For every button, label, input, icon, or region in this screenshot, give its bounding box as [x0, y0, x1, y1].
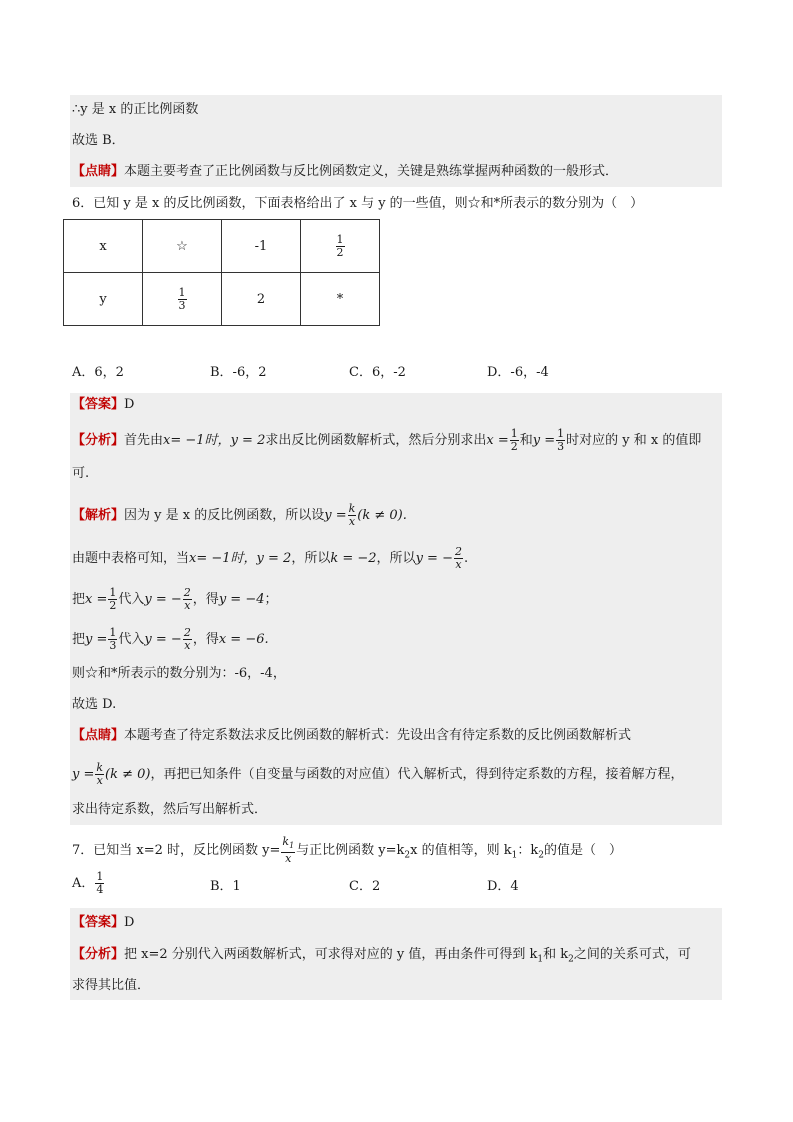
q7-answer	[72, 913, 134, 933]
stem-text: 7．已知当 x=2 时，反比例函数 y=	[72, 843, 281, 859]
frac-num: 1	[96, 870, 104, 883]
solution-text: ，得	[192, 632, 219, 647]
analysis-text: 把 x=2 分别代入两函数解析式，可求得对应的 y 值，再由条件可得到 k	[124, 947, 538, 962]
comment-text: ，再把已知条件（自变量与函数的对应值）代入解析式，得到待定系数的方程，接着解方程，	[150, 767, 684, 782]
table-cell: *	[301, 273, 380, 326]
q6-solution-2: 由题中表格可知，当x= −1时，y = 2，所以k = −2，所以y = − $\frac{2}{x}$ .	[72, 545, 469, 571]
solution-text: 代入	[118, 632, 145, 647]
analysis-tag: 【分析】	[72, 947, 125, 962]
q6-solution-5: 则☆和*所表示的数分别为：-6，-4，	[72, 666, 286, 681]
q7-analysis-1: 【分析】把 x=2 分别代入两函数解析式，可求得对应的 y 值，再由条件可得到 $k_1$和 $k_2$之间的关系可式，可	[72, 947, 691, 965]
answer-tag: 【答案】	[72, 397, 125, 412]
q6-comment-1	[72, 726, 631, 746]
solution-text: 代入	[118, 592, 145, 607]
q6-stem: 6．已知 y 是 x 的反比例函数，下面表格给出了 x 与 y 的一些值，则☆和*所表示的数分别为（ ）	[72, 196, 644, 211]
solution-text: 把	[72, 592, 86, 607]
prev-conclusion: ∴y 是 x 的正比例函数	[72, 102, 199, 117]
analysis-text: 和	[519, 433, 533, 448]
comment-text: 本题主要考查了正比例函数与反比例函数定义，关键是熟练掌握两种函数的一般形式．	[124, 164, 619, 179]
table-cell: y	[64, 273, 143, 326]
option-a: A．6，2	[72, 365, 124, 380]
math-expr: y = 2	[230, 433, 266, 448]
solution-text: ，得	[192, 592, 219, 607]
q7-stem: 7．已知当 x=2 时，反比例函数 y= $\frac{k_1}{x}$ 与正比例函数 $y=k_2x$ 的值相等，则 $k_1$：$k_2$的值是（ ）	[72, 835, 623, 866]
option-b: B．-6，2	[210, 365, 267, 380]
analysis-text: 求出反比例函数解析式，然后分别求出	[265, 433, 487, 448]
option-d: D．4	[487, 879, 519, 894]
solution-text: ，所以	[376, 551, 416, 566]
comment-tag: 【点睛】	[72, 728, 125, 743]
answer-value: D	[124, 397, 135, 412]
q6-answer	[72, 395, 134, 415]
answer-value: D	[124, 915, 135, 930]
math-expr: y = 2	[256, 551, 292, 566]
stem-text: 的值是（ ）	[544, 843, 623, 859]
prev-comment	[72, 162, 618, 182]
table-cell: 2	[222, 273, 301, 326]
frac-den: 2	[336, 245, 344, 259]
solution-tag: 【解析】	[72, 508, 125, 523]
stem-text: 与正比例函数 y=k	[296, 843, 405, 859]
table-cell: -1	[222, 220, 301, 273]
stem-text: x 的值相等，则 k	[410, 843, 512, 859]
solution-text: ；	[264, 592, 278, 607]
math-expr: y = −4	[218, 592, 265, 607]
prev-choose: 故选 B．	[72, 133, 125, 148]
analysis-text: 首先由	[124, 433, 164, 448]
q6-analysis-cont: 可.	[72, 466, 90, 481]
analysis-tag: 【分析】	[72, 433, 125, 448]
solution-text: 因为 y 是 x 的反比例函数，所以设	[124, 508, 325, 523]
table-row-y	[64, 273, 380, 326]
frac-den: 3	[178, 298, 186, 312]
frac-num: 1	[178, 285, 186, 299]
table-cell-fraction	[301, 220, 380, 273]
analysis-text: 时对应的 y 和 x 的值即	[566, 433, 702, 448]
q6-solution-3: 把x = $\frac{1}{2}$ 代入y = − $\frac{2}{x}$ ，得y = −4；	[72, 586, 278, 612]
q6-solution-1: 【解析】因为 y 是 x 的反比例函数，所以设y = $\frac{k}{x}$ (k ≠ 0).	[72, 502, 407, 528]
frac-den: 4	[96, 883, 104, 896]
q6-solution-6: 故选 D.	[72, 697, 117, 712]
table-cell-fraction	[143, 273, 222, 326]
solution-text: 把	[72, 632, 86, 647]
comment-tag: 【点睛】	[72, 164, 125, 179]
analysis-text: 和 k	[543, 947, 569, 962]
math-expr: x= −1时，	[163, 433, 231, 448]
comment-text: 本题考查了待定系数法求反比例函数的解析式：先设出含有待定系数的反比例函数解析式	[124, 728, 632, 743]
stem-text: ：k	[517, 843, 539, 859]
q6-analysis: 【分析】首先由x= −1时，y = 2求出反比例函数解析式，然后分别求出x = $\frac{1}{2}$ 和y = $\frac{1}{3}$ 时对应的 y 和 x 的值即	[72, 427, 702, 453]
table-cell: ☆	[143, 220, 222, 273]
option-c: C．6，-2	[349, 365, 406, 380]
math-expr: k = −2	[330, 551, 377, 566]
solution-text: 由题中表格可知，当	[72, 551, 190, 566]
q6-comment-2: y = $\frac{k}{x}$ (k ≠ 0)，再把已知条件（自变量与函数的对应值）代入解析式，得到待定系数的方程，接着解方程，	[72, 761, 684, 787]
option-a: A． $\frac{1}{4}$	[72, 870, 104, 896]
option-b: B．1	[210, 879, 241, 894]
option-d: D．-6，-4	[487, 365, 549, 380]
table-cell: x	[64, 220, 143, 273]
analysis-text: 之间的关系可式，可	[573, 947, 691, 962]
q6-value-table	[63, 219, 380, 326]
table-row-x	[64, 220, 380, 273]
q6-comment-3: 求出待定系数，然后写出解析式．	[72, 802, 268, 817]
frac-num: 1	[336, 232, 344, 246]
math-expr: x= −1时，	[189, 551, 257, 566]
math-expr: x = −6.	[218, 632, 269, 647]
solution-text: ，所以	[291, 551, 331, 566]
q7-analysis-2: 求得其比值．	[72, 978, 151, 993]
option-c: C．2	[349, 879, 381, 894]
answer-tag: 【答案】	[72, 915, 125, 930]
q6-solution-4: 把y = $\frac{1}{3}$ 代入y = − $\frac{2}{x}$ ，得x = −6.	[72, 626, 269, 652]
